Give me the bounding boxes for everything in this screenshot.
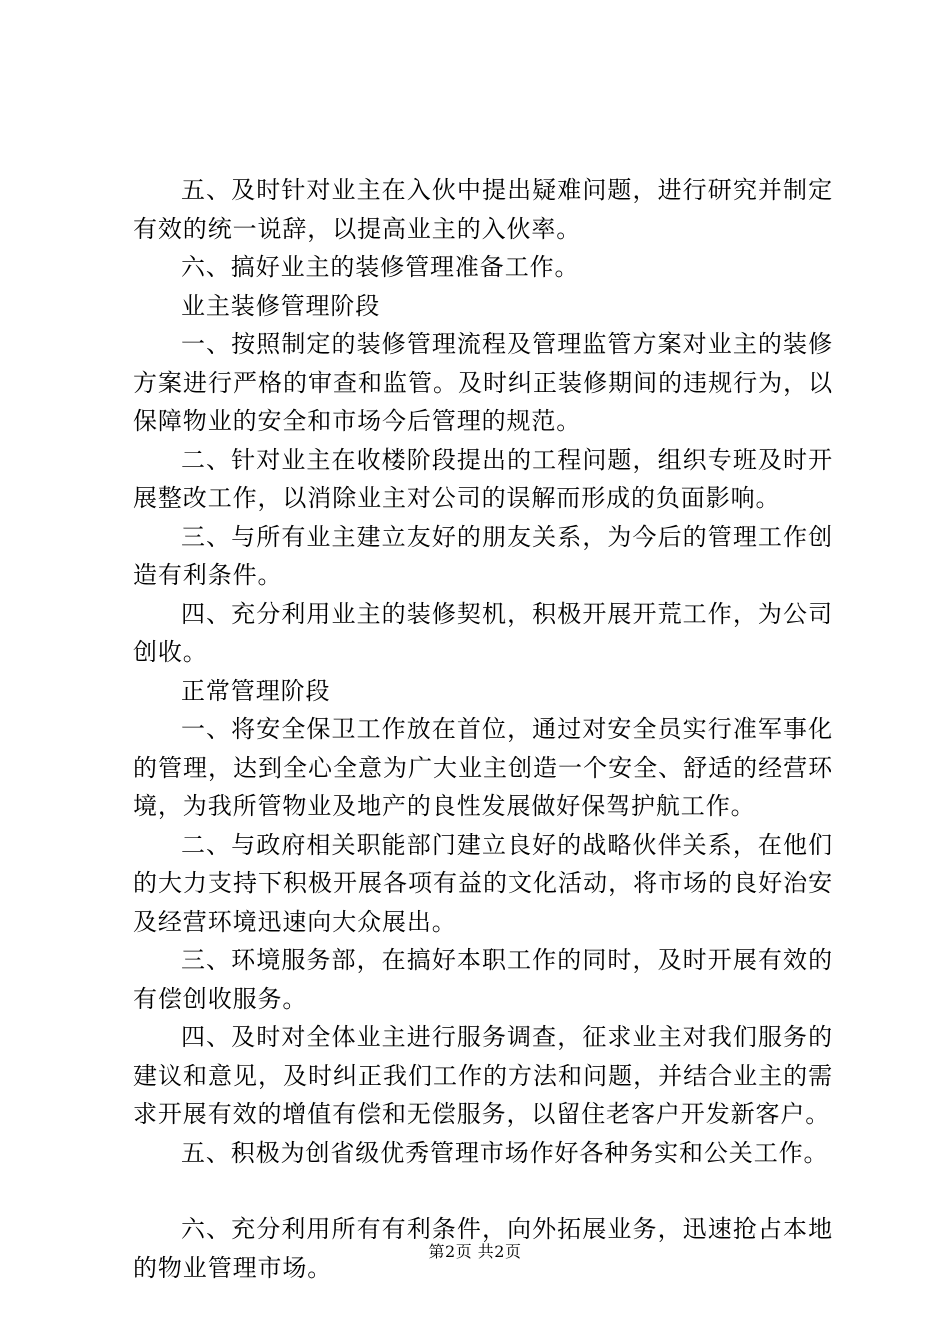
paragraph-5: 二、针对业主在收楼阶段提出的工程问题，组织专班及时开展整改工作，以消除业主对公司的误解而形成的负面影响。 [133,445,833,512]
document-body [133,171,833,1287]
page-number-footer: 第2页 共2页 [428,1242,522,1261]
paragraph-13: 五、积极为创省级优秀管理市场作好各种务实和公关工作。 [181,1138,829,1167]
paragraph-2: 六、搞好业主的装修管理准备工作。 [181,253,580,281]
section-heading-normal: 正常管理阶段 [181,676,331,705]
paragraph-9: 一、将安全保卫工作放在首位，通过对安全员实行准军事化的管理，达到全心全意为广大业主创造一个安全、舒适的经营环境，为我所管物业及地产的良性发展做好保驾护航工作。 [133,715,833,820]
paragraph-12: 四、及时对全体业主进行服务调查，征求业主对我们服务的建议和意见，及时纠正我们工作的方法和问题，并结合业主的需求开展有效的增值有偿和无偿服务，以留住老客户开发新客户。 [133,1023,833,1128]
section-heading-renovation: 业主装修管理阶段 [181,291,381,320]
paragraph-1: 五、及时针对业主在入伙中提出疑难问题，进行研究并制定有效的统一说辞，以提高业主的入伙率。 [133,176,833,243]
paragraph-7: 四、充分利用业主的装修契机，积极开展开荒工作，为公司创收。 [133,599,833,666]
paragraph-6: 三、与所有业主建立友好的朋友关系，为今后的管理工作创造有利条件。 [133,522,833,589]
paragraph-10: 二、与政府相关职能部门建立良好的战略伙伴关系，在他们的大力支持下积极开展各项有益的文化活动，将市场的良好治安及经营环境迅速向大众展出。 [133,830,833,936]
paragraph-14: 六、充分利用所有有利条件，向外拓展业务，迅速抢占本地的物业管理市场。 [133,1215,833,1282]
paragraph-4: 一、按照制定的装修管理流程及管理监管方案对业主的装修方案进行严格的审查和监管。及时纠正装修期间的违规行为，以保障物业的安全和市场今后管理的规范。 [133,330,833,435]
paragraph-11: 三、环境服务部，在搞好本职工作的同时，及时开展有效的有偿创收服务。 [133,946,833,1013]
